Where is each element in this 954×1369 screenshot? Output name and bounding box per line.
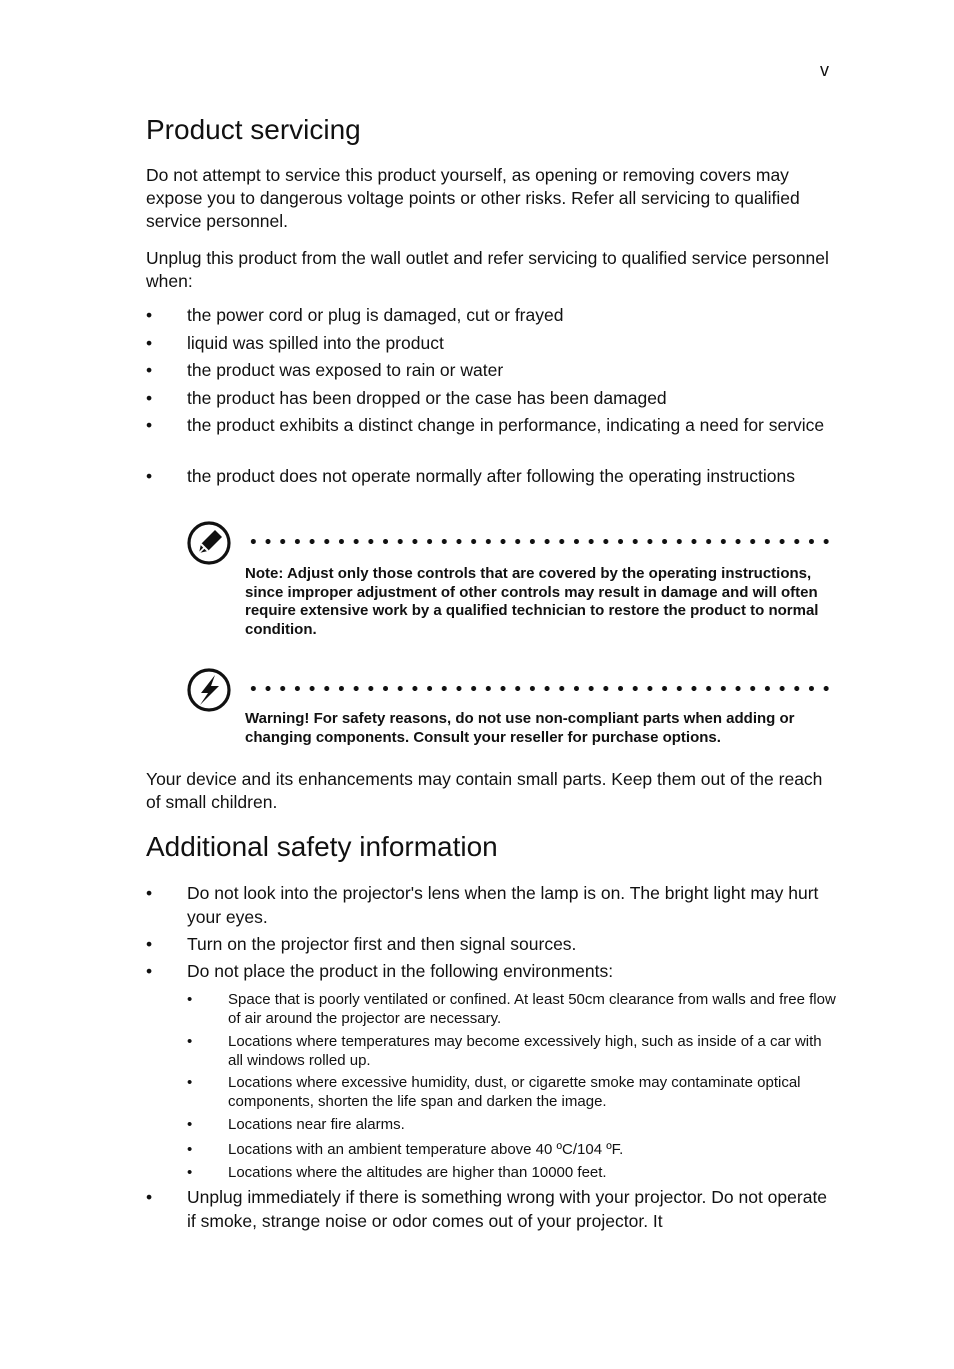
sub-list-item: • Locations where temperatures may become excessively high, such as inside of a car with all windows rolled up. [187,1033,822,1069]
warning-lightning-icon [186,667,232,713]
bullet-marker: • [146,883,153,903]
sub-list-item: • Locations near fire alarms. [187,1116,405,1133]
bullet-marker: • [146,415,153,435]
bullet-marker: • [187,991,193,1008]
sub-list-item: • Locations with an ambient temperature above 40 ºC/104 ºF. [187,1141,624,1158]
bullet-marker: • [146,388,153,408]
bullet-marker: • [146,961,153,981]
bullet-marker: • [146,360,153,380]
bullet-marker: • [187,1141,193,1158]
sub-list-item: • Space that is poorly ventilated or confined. At least 50cm clearance from walls and free flow of air around the projector are necessary. [187,991,836,1027]
list-item: • the product has been dropped or the case has been damaged [146,387,836,411]
sub-list-item: • Locations where excessive humidity, dust, or cigarette smoke may contaminate optical components, shorten the life span and darken the image. [187,1074,801,1110]
bullet-marker: • [187,1033,193,1050]
paragraph-servicing-intro: Do not attempt to service this product yourself, as opening or removing covers may expose you to dangerous voltage points or other risks. Refer all servicing to qualified service personnel. [146,165,800,231]
bullet-marker: • [146,934,153,954]
warning-text: Warning! For safety reasons, do not use non-compliant parts when adding or changing components. Consult your reseller for purchase options. [245,710,795,746]
list-item: • Turn on the projector first and then signal sources. [146,933,836,957]
page-number: v [820,60,829,80]
section-heading-additional-safety: Additional safety information [146,831,498,862]
bullet-marker: • [146,305,153,325]
note-text: Note: Adjust only those controls that are covered by the operating instructions, since improper adjustment of other controls may result in damage and will often require extensive work by a qualified technician to restore the product to normal condition. [245,565,819,638]
list-item: • Do not look into the projector's lens when the lamp is on. The bright light may hurt your eyes. [146,883,819,927]
paragraph-unplug: Unplug this product from the wall outlet and refer servicing to qualified service personnel when: [146,248,829,291]
list-item: • the product does not operate normally after following the operating instructions [146,465,836,489]
list-item: • the product exhibits a distinct change in performance, indicating a need for service [146,414,836,438]
section-heading-product-servicing: Product servicing [146,114,361,145]
note-pen-icon [186,520,232,566]
sub-list-item: • Locations where the altitudes are higher than 10000 feet. [187,1164,607,1181]
paragraph-small-parts: Your device and its enhancements may contain small parts. Keep them out of the reach of small children. [146,769,823,812]
bullet-marker: • [187,1164,193,1181]
list-item: • the power cord or plug is damaged, cut or frayed [146,304,836,328]
bullet-marker: • [146,466,153,486]
list-item: • liquid was spilled into the product [146,332,836,356]
list-item: • Do not place the product in the following environments: [146,960,836,984]
bullet-marker: • [146,333,153,353]
bullet-marker: • [187,1074,193,1091]
warning-divider [246,686,832,691]
bullet-marker: • [187,1116,193,1133]
note-divider [246,539,832,544]
bullet-marker: • [146,1187,153,1207]
list-item: • the product was exposed to rain or water [146,359,836,383]
list-item: • Unplug immediately if there is something wrong with your projector. Do not operate if smoke, strange noise or odor comes out of your projector. It [146,1187,828,1231]
